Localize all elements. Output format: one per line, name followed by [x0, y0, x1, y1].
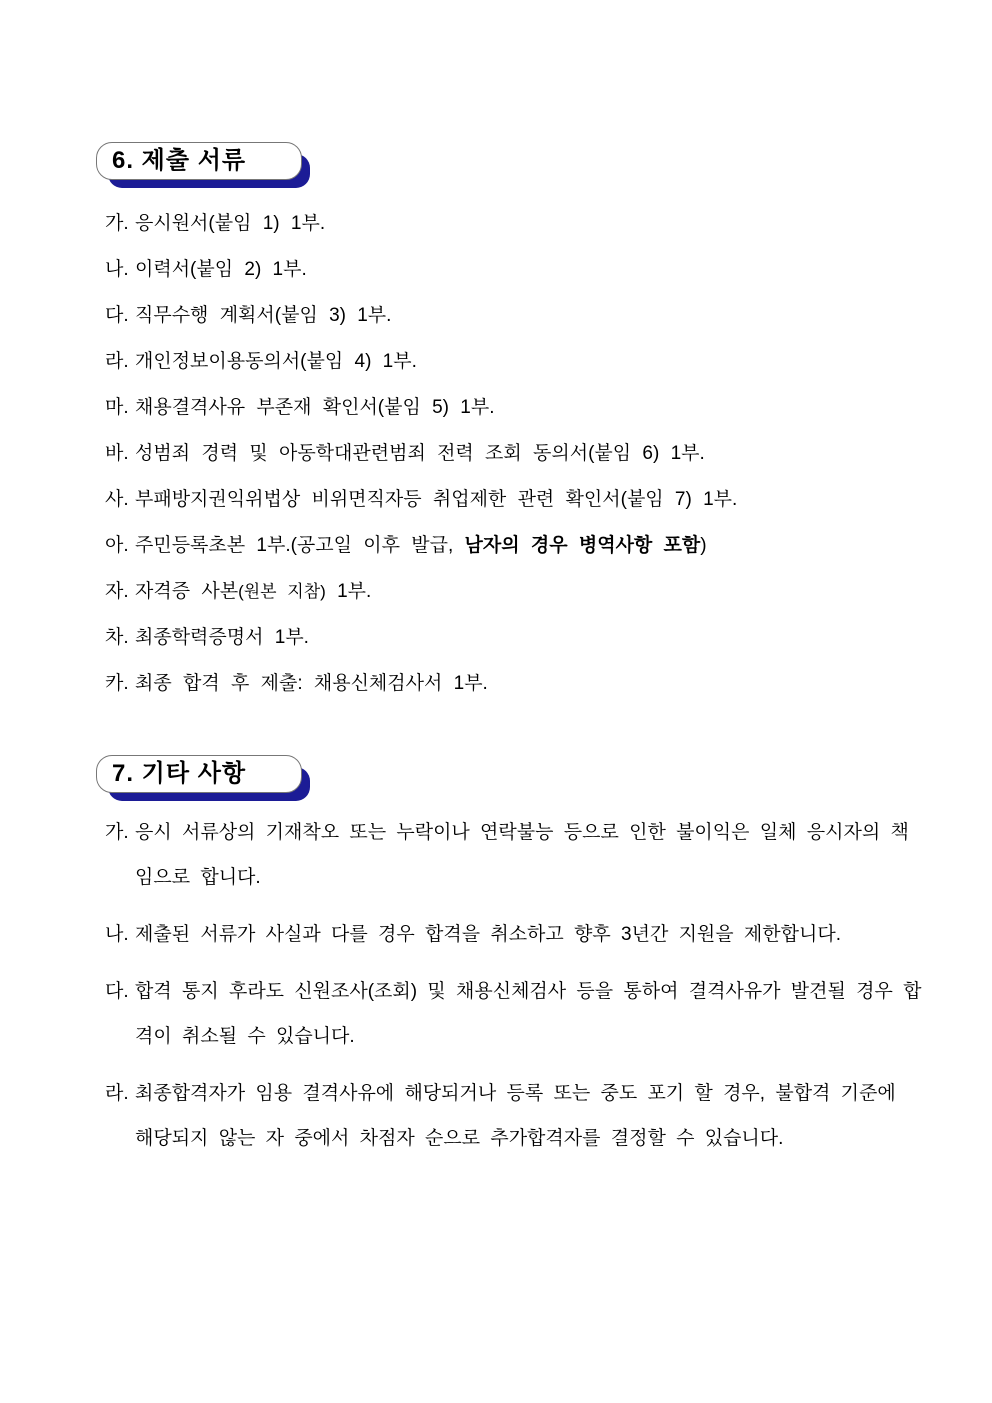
list-item-6-ka — [105, 674, 922, 693]
section-7-items — [105, 810, 922, 1161]
item-text — [135, 969, 922, 1059]
item-label: 아. — [105, 535, 129, 556]
item-text: 개인정보이용동의서(붙임 4) 1부. — [135, 351, 417, 372]
list-item-6-ma — [105, 398, 922, 417]
list-item-6-da — [105, 306, 922, 325]
item-label: 나. — [105, 259, 129, 280]
item-text-small: (원본 지참) — [238, 582, 326, 601]
item-text: 응시원서(붙임 1) 1부. — [135, 213, 326, 234]
item-text: 최종 합격 후 제출: 채용신체검사서 1부. — [135, 673, 488, 694]
list-item-6-ba — [105, 444, 922, 463]
item-text-line: 제한합니다. — [743, 924, 841, 945]
section-7-header — [96, 755, 302, 793]
item-text — [135, 912, 922, 957]
section-6-header — [96, 142, 302, 180]
item-label: 바. — [105, 443, 129, 464]
item-text-normal: 1부. — [325, 581, 372, 602]
item-text-line: 합격 통지 후라도 신원조사(조회) 및 채용신체검사 등을 통하여 결격사유가 — [135, 981, 781, 1002]
item-text-line: 일체 응시자의 책임으로 합니다. — [135, 822, 909, 888]
section-6-title: 6. 제출 서류 — [112, 147, 247, 174]
list-item-6-cha — [105, 628, 922, 647]
item-text — [135, 1071, 922, 1161]
item-label: 다. — [105, 981, 129, 1002]
item-label: 사. — [105, 489, 129, 510]
item-text — [135, 582, 922, 601]
item-text-normal: 자격증 사본 — [135, 581, 239, 602]
item-label: 가. — [105, 213, 129, 234]
item-text — [135, 536, 922, 555]
item-text: 이력서(붙임 2) 1부. — [135, 259, 307, 280]
list-item-6-ra — [105, 352, 922, 371]
item-text: 성범죄 경력 및 아동학대관련범죄 전력 조회 동의서(붙임 6) 1부. — [135, 443, 705, 464]
item-label: 카. — [105, 673, 129, 694]
item-text: 부패방지권익위법상 비위면직자등 취업제한 관련 확인서(붙임 7) 1부. — [135, 489, 738, 510]
section-6-items — [105, 214, 922, 693]
item-text-normal: ) — [700, 535, 707, 556]
item-text: 채용결격사유 부존재 확인서(붙임 5) 1부. — [135, 397, 495, 418]
list-item-7-da — [105, 969, 922, 1059]
item-text-line: 결정할 수 있습니다. — [610, 1128, 784, 1149]
list-item-6-a — [105, 536, 922, 555]
item-text — [135, 810, 922, 900]
item-label: 나. — [105, 924, 129, 945]
item-label: 다. — [105, 305, 129, 326]
item-label: 자. — [105, 581, 129, 602]
item-label: 라. — [105, 1083, 129, 1104]
item-text: 직무수행 계획서(붙임 3) 1부. — [135, 305, 392, 326]
item-text-line: 최종합격자가 임용 결격사유에 해당되거나 등록 또는 중도 포기 할 경우, — [135, 1083, 766, 1104]
list-item-7-na — [105, 912, 922, 957]
item-text-line: 응시 서류상의 기재착오 또는 누락이나 연락불능 등으로 인한 불이익은 — [135, 822, 750, 843]
list-item-6-ja — [105, 582, 922, 601]
item-label: 차. — [105, 627, 129, 648]
list-item-7-ga — [105, 810, 922, 900]
item-text: 최종학력증명서 1부. — [135, 627, 309, 648]
list-item-6-ga — [105, 214, 922, 233]
item-text-normal: 주민등록초본 1부.(공고일 이후 발급, — [135, 535, 465, 556]
item-label: 마. — [105, 397, 129, 418]
item-text-line: 불합격 기준에 해당되지 않는 자 중에서 차점자 순으로 추가합격자를 — [135, 1083, 896, 1149]
list-item-6-sa — [105, 490, 922, 509]
section-7-title: 7. 기타 사항 — [112, 760, 247, 787]
list-item-6-na — [105, 260, 922, 279]
item-text-line: 발견될 경우 합격이 취소될 수 있습니다. — [135, 981, 922, 1047]
list-item-7-ra — [105, 1071, 922, 1161]
item-text-line: 제출된 서류가 사실과 다를 경우 합격을 취소하고 향후 3년간 지원을 — [135, 924, 734, 945]
item-text-bold: 남자의 경우 병역사항 포함 — [464, 535, 701, 556]
item-label: 라. — [105, 351, 129, 372]
item-label: 가. — [105, 822, 129, 843]
